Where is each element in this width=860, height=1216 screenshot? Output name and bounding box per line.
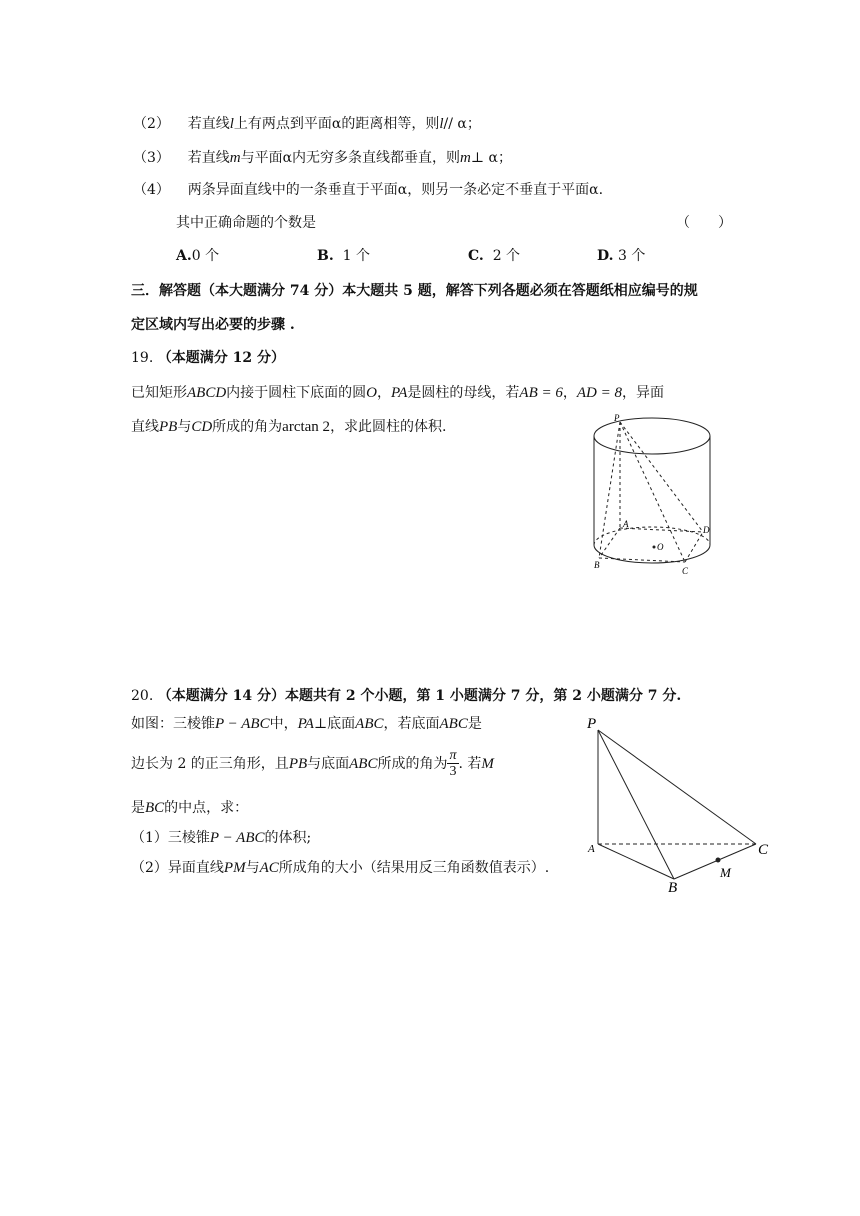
- question-prompt: 其中正确命题的个数是: [176, 215, 316, 231]
- label-b: B: [668, 880, 678, 892]
- label-m: M: [720, 865, 731, 880]
- option-a[interactable]: A.0 个: [176, 248, 220, 264]
- item-2: （2） 若直线l上有两点到平面α的距离相等，则l// α；: [133, 116, 481, 132]
- pyramid-figure: [582, 712, 777, 892]
- q19-line2: 直线PB与CD所成的角为arctan 2，求此圆柱的体积.: [131, 419, 447, 435]
- option-b[interactable]: B. 1 个: [317, 248, 370, 264]
- q20-line1: 如图：三棱锥P − ABC中，PA⊥底面ABC，若底面ABC是: [131, 716, 482, 732]
- option-c[interactable]: C. 2 个: [468, 248, 521, 264]
- q20-subq1: （1）三棱锥P − ABC的体积;: [131, 830, 312, 846]
- label-b: B: [594, 560, 600, 570]
- label-p: P: [587, 716, 597, 732]
- item-3: （3） 若直线m与平面α内无穷多条直线都垂直，则m⊥ α；: [133, 150, 512, 166]
- q20-line3: 是BC的中点，求：: [131, 800, 249, 816]
- pi-over-3: $\frac{\pi}{3}$: [449, 748, 457, 780]
- label-c: C: [758, 842, 769, 858]
- cylinder-figure: [585, 408, 725, 583]
- q19-line1: 已知矩形ABCD内接于圆柱下底面的圆O，PA是圆柱的母线，若AB = 6，AD = 8，异面: [131, 385, 664, 401]
- label-p: P: [614, 413, 620, 423]
- label-o: O: [657, 542, 664, 552]
- item-4: （4） 两条异面直线中的一条垂直于平面α，则另一条必定不垂直于平面α.: [133, 182, 604, 198]
- label-a: A: [588, 843, 595, 855]
- q20-line2: 边长为 2 的正三角形，且PB与底面ABC所成的角为 $\frac{\pi}{3}$ . 若M: [131, 748, 494, 780]
- q20-heading: 20. （本题满分 14 分）本题共有 2 个小题，第 1 小题满分 7 分，第 2 小题满分 7 分.: [131, 688, 682, 704]
- q19-heading: 19. （本题满分 12 分）: [131, 350, 285, 366]
- label-a: A: [623, 519, 629, 529]
- label-d: D: [703, 525, 710, 535]
- section-3-heading: 三．解答题（本大题满分 74 分）本大题共 5 题，解答下列各题必须在答题纸相应编号的规: [131, 283, 698, 299]
- label-c: C: [682, 566, 689, 576]
- q20-subq2: （2）异面直线PM与AC所成角的大小（结果用反三角函数值表示）.: [131, 860, 550, 876]
- section-3-heading-cont: 定区域内写出必要的步骤 .: [131, 317, 295, 333]
- option-d[interactable]: D. 3 个: [597, 248, 646, 264]
- answer-parentheses: （ ）: [676, 215, 732, 231]
